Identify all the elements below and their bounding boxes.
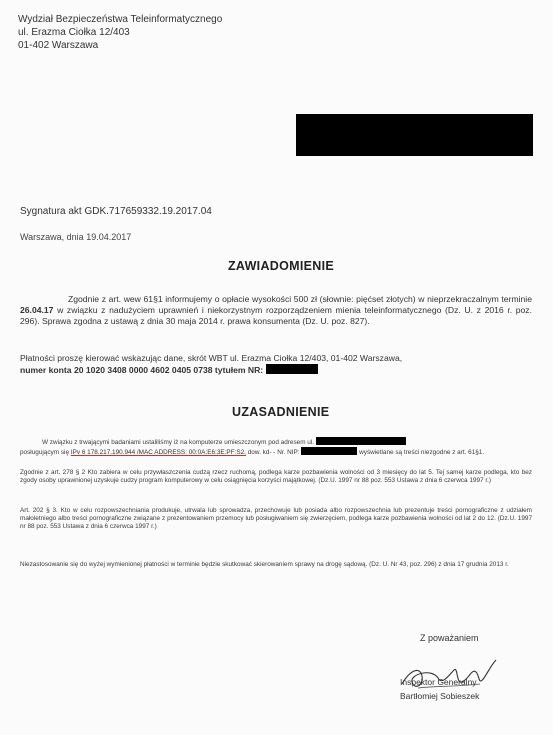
signatory-name: Bartłomiej Sobieszek	[400, 691, 480, 701]
closing-regards: Z poważaniem	[420, 633, 479, 643]
ip-mac-address: IPv 6 178.217.190.944 /MAC ADDRESS: 00:0A:E6:3E:PF:S2,	[70, 449, 246, 457]
notice-title: ZAWIADOMIENIE	[228, 259, 334, 273]
reason-intro: W związku z trwającymi badaniami ustaliliśmy iż na komputerze umieszczonym pod adresem ul.	[42, 439, 315, 446]
reason-content: wyświetlane są treści niezgodne z art. 61§1.	[357, 449, 485, 457]
handwritten-signature	[392, 656, 502, 696]
address-redaction	[316, 437, 406, 445]
notice-text-a: Zgodnie z art. wew 61§1 informujemy o opłacie wysokości 500 zł (słownie: pięćset złotych) w nieprzekraczalnym terminie	[68, 294, 532, 304]
reason-paragraph-4: Niezastosowanie się do wyżej wymienionej płatności w terminie będzie skutkować skierowaniem sprawy na drogę sądową. (Dz. U. Nr 43, poz. 296) z dnia 17 grudnia 2013 r.	[20, 561, 509, 568]
title-number-redaction	[266, 364, 318, 374]
sender-address	[18, 13, 222, 52]
reason-nip: dow. kd- - Nr. NIP:	[245, 449, 300, 457]
reason-paragraph-3: Art. 202 § 3. Kto w celu rozpowszechniania produkuje, utrwala lub sprowadza, przechowuje lub posiada albo rozpowszechnia lub prezentuje treści pornograficzne z udziałem małoletniego albo treści pornograficzne związane z prezentowaniem przemocy lub posługiwaniem się zwierzęciem, podlega karze pozbawienia wolności od lat 2 do 12. (Dz.U. 1997 nr 88 poz. 553 Ustawa z dnia 6 czerwca 1997 r.)	[20, 507, 532, 531]
nip-redaction	[301, 447, 357, 455]
account-number: numer konta 20 1020 3408 0000 4602 0405 0738 tytułem NR:	[20, 365, 264, 375]
reason-paragraph-2: Zgodnie z art. 278 § 2 Kto zabiera w celu przywłaszczenia cudzą rzecz ruchomą, podlega karze pozbawienia wolności od 3 miesięcy do lat 5. Tej samej karze podlega, kto bez zgody osoby uprawnionej uzyskuje cudzy program komputerowy w celu osiągnięcia korzyści majątkowej. (Dz.U. 1997 nr 88 poz. 553 Ustawa z dnia 6 czerwca 1997 r.)	[20, 469, 532, 485]
sender-name: Wydział Bezpieczeństwa Teleinformatycznego	[18, 14, 223, 25]
sender-street: ul. Erazma Ciołka 12/403	[18, 27, 130, 38]
notice-paragraph	[20, 294, 532, 327]
payment-paragraph	[20, 353, 532, 376]
payment-deadline: 26.04.17	[20, 305, 54, 315]
reason-title: UZASADNIENIE	[232, 405, 330, 419]
sender-city: 01-402 Warszawa	[18, 40, 99, 51]
notice-text-b: w związku z nadużyciem uprawnień i niekorzystnym rozporządzeniem mienia teleinformatycznego (Dz. U. z 2016 r. poz. 296). Sprawa zgodna z ustawą z dnia 30 maja 2014 r. prawa konsumenta (Dz. U. poz. 827).	[20, 305, 532, 326]
case-reference: Sygnatura akt GDK.717659332.19.2017.04	[20, 206, 212, 217]
signatory-role: Inspektor Generalny	[400, 677, 477, 687]
recipient-redaction	[296, 114, 533, 156]
reason-using: posługującym się	[20, 449, 70, 457]
reason-paragraph-1	[20, 437, 532, 457]
place-date: Warszawa, dnia 19.04.2017	[20, 232, 132, 242]
payment-instructions: Płatności proszę kierować wskazując dane, skrót WBT ul. Erazma Ciołka 12/403, 01-402 Warszawa,	[20, 353, 403, 363]
